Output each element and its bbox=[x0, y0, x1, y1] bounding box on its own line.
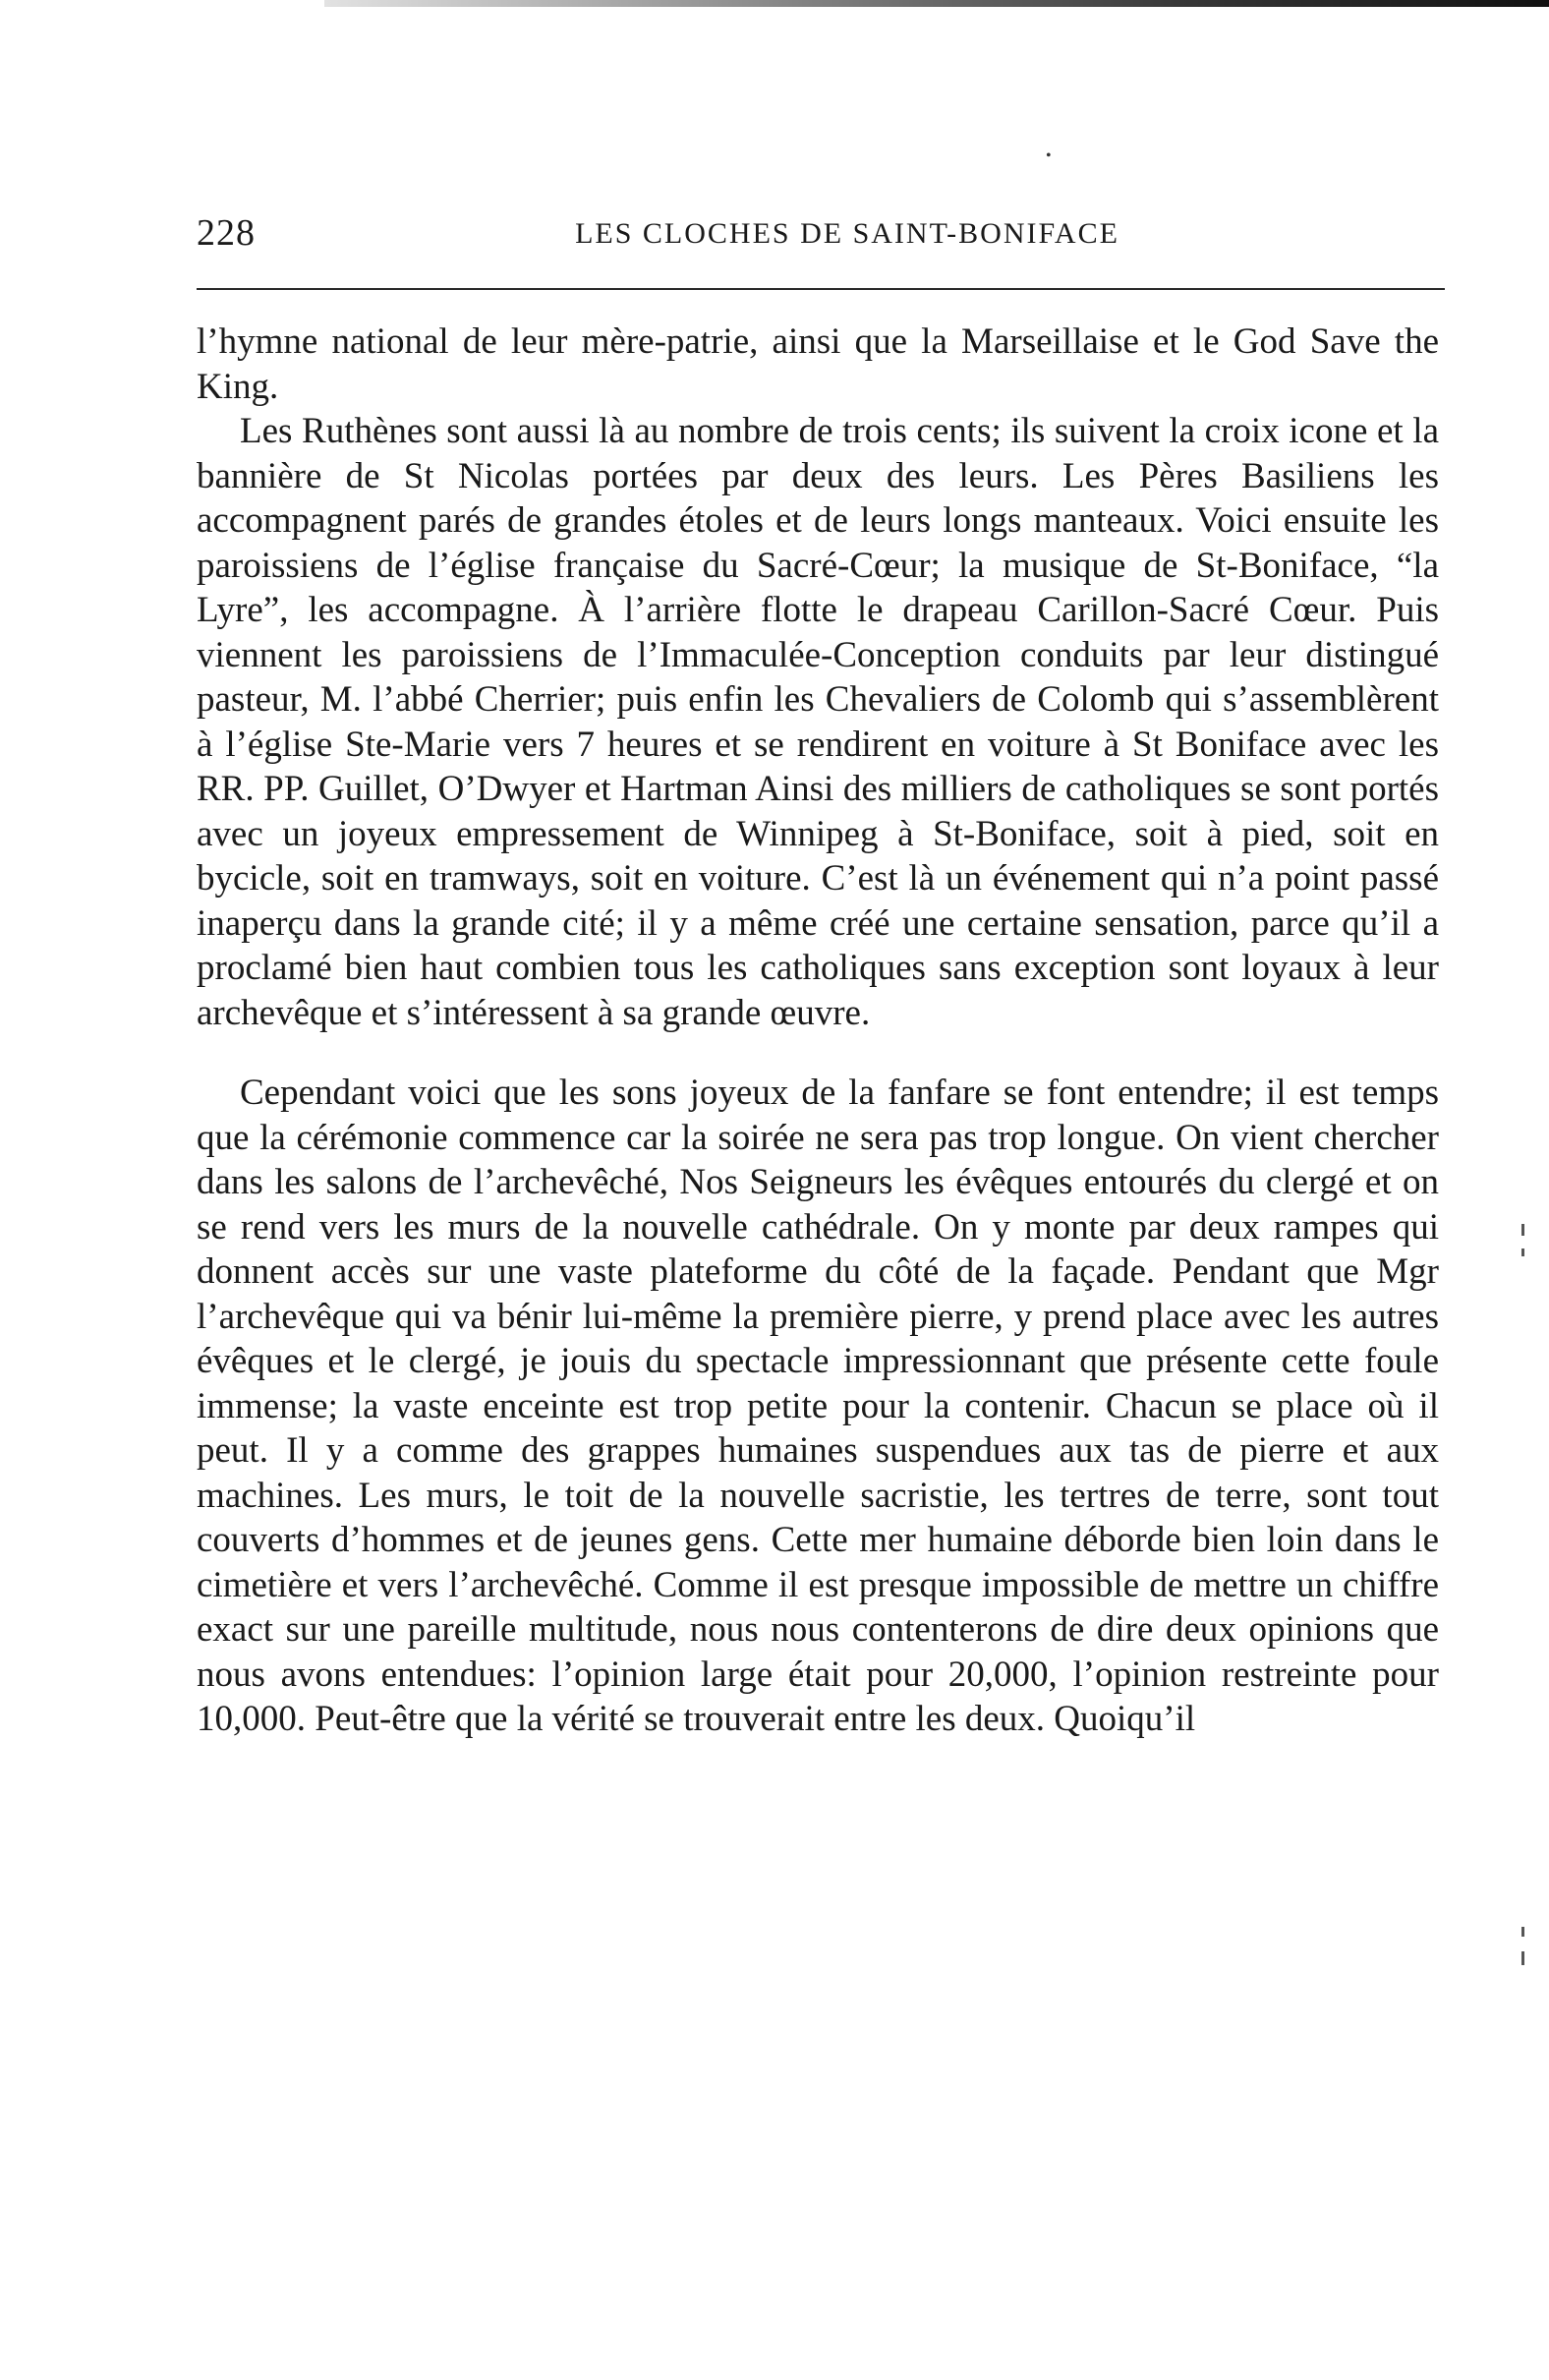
book-page bbox=[197, 211, 1439, 1739]
body-text bbox=[197, 319, 1439, 1742]
running-title: LES CLOCHES DE SAINT-BONIFACE bbox=[575, 217, 1119, 250]
paragraph-procession: Les Ruthènes sont aussi là au nombre de trois cents; ils suivent la croix icone et la bannière de St Nicolas portées par deux des leurs. Les Pères Basiliens les accompagnent parés de grandes étoles et de leurs longs manteaux. Voici ensuite les paroissiens de l’église française du Sacré-Cœur; la musique de St-Boniface, “la Lyre”, les accompagne. À l’arrière flotte le drapeau Carillon-Sacré Cœur. Puis viennent les paroissiens de l’Immaculée-Conception conduits par leur distingué pasteur, M. l’abbé Cherrier; puis enfin les Chevaliers de Colomb qui s’assemblèrent à l’église Ste-Marie vers 7 heures et se rendirent en voiture à St Boniface avec les RR. PP. Guillet, O’Dwyer et Hartman Ainsi des milliers de catholiques se sont portés avec un joyeux empressement de Winnipeg à St-Boniface, soit à pied, soit en bycicle, soit en tramways, soit en voiture. C’est là un événement qui n’a point passé inaperçu dans la grande cité; il y a même créé une certaine sensation, parce qu’il a proclamé bien haut combien tous les catholiques sans exception sont loyaux à leur archevêque et s’intéressent à sa grande œuvre. bbox=[197, 411, 1439, 1033]
scan-speck: • bbox=[1046, 147, 1052, 164]
scan-edge-shadow bbox=[324, 0, 1549, 7]
header-rule bbox=[197, 288, 1445, 290]
running-head bbox=[197, 211, 1439, 270]
paragraph-continuation: l’hymne national de leur mère-patrie, ainsi que la Marseillaise et le God Save the King. bbox=[197, 321, 1439, 407]
margin-mark bbox=[1521, 1248, 1524, 1256]
margin-mark bbox=[1521, 1927, 1524, 1937]
margin-mark bbox=[1521, 1224, 1524, 1236]
page-number: 228 bbox=[197, 212, 256, 254]
margin-mark bbox=[1521, 1951, 1524, 1965]
paragraph-ceremony: Cependant voici que les sons joyeux de la fanfare se font entendre; il est temps que la cérémonie commence car la soirée ne sera pas trop longue. On vient chercher dans les salons de l’archevêché, Nos Seigneurs les évêques entourés du clergé et on se rend vers les murs de la nouvelle cathédrale. On y monte par deux rampes qui donnent accès sur une vaste plateforme du côté de la façade. Pendant que Mgr l’archevêque qui va bénir lui-même la première pierre, y prend place avec les autres évêques et le clergé, je jouis du spectacle impressionnant que présente cette foule immense; la vaste enceinte est trop petite pour la contenir. Chacun se place où il peut. Il y a comme des grappes humaines suspendues aux tas de pierre et aux machines. Les murs, le toit de la nouvelle sacristie, les tertres de terre, sont tout couverts d’hommes et de jeunes gens. Cette mer humaine déborde bien loin dans le cimetière et vers l’archevêché. Comme il est presque impossible de mettre un chiffre exact sur une pareille multitude, nous nous contenterons de dire deux opinions que nous avons entendues: l’opinion large était pour 20,000, l’opinion restreinte pour 10,000. Peut-être que la vérité se trouverait entre les deux. Quoiqu’il bbox=[197, 1073, 1439, 1739]
